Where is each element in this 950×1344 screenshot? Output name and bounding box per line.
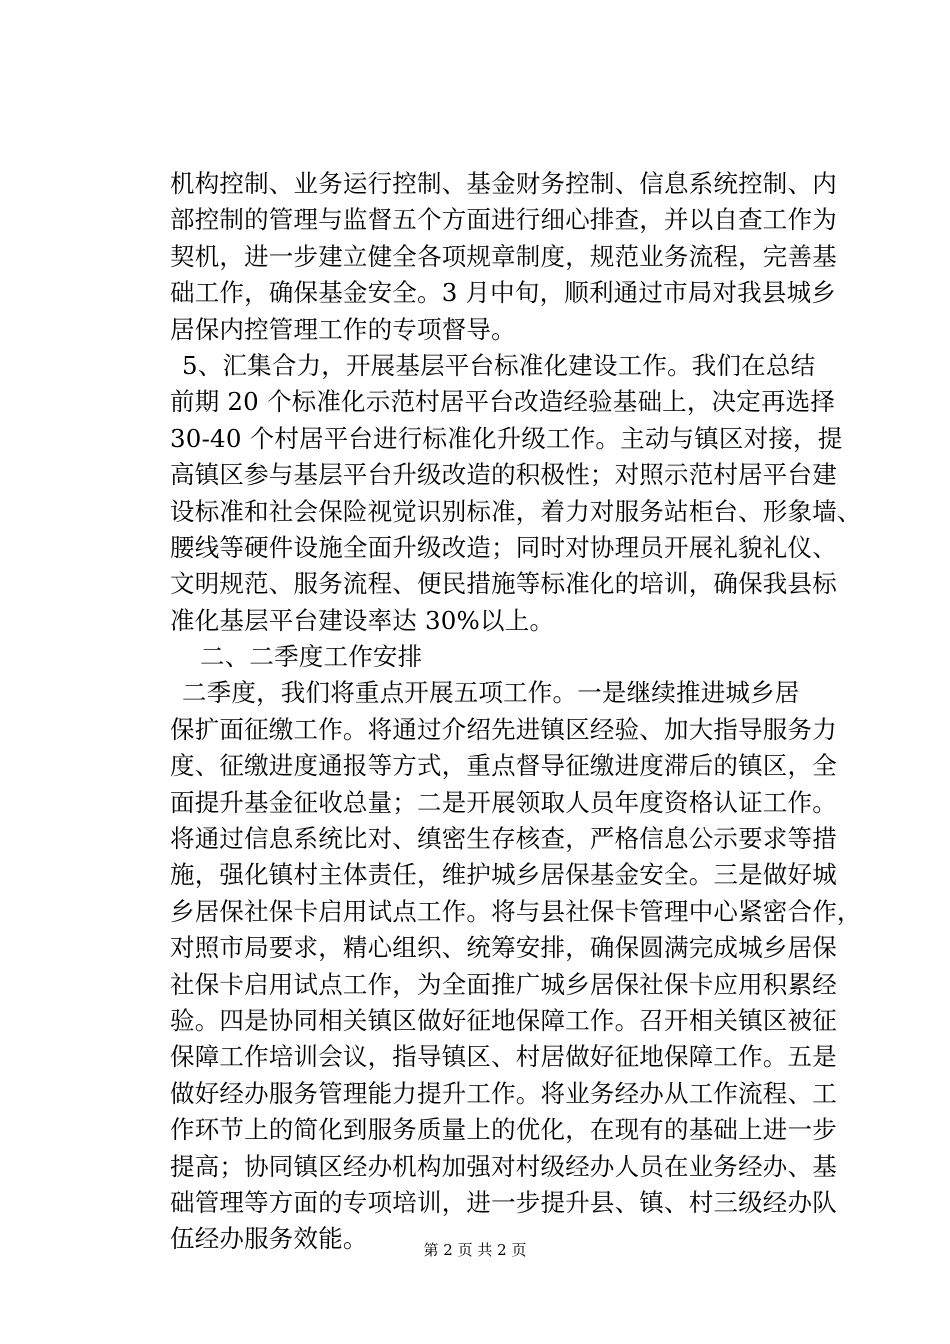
text-line: 高镇区参与基层平台升级改造的积极性；对照示范村居平台建	[170, 460, 837, 490]
text-line: 验。四是协同相关镇区做好征地保障工作。召开相关镇区被征	[170, 1005, 837, 1035]
text-line: 二季度，我们将重点开展五项工作。一是继续推进城乡居	[182, 678, 800, 708]
text-line: 做好经办服务管理能力提升工作。将业务经办从工作流程、工	[170, 1078, 837, 1108]
text-line: 础工作，确保基金安全。3 月中旬，顺利通过市局对我县城乡	[170, 278, 836, 308]
text-line: 施，强化镇村主体责任，维护城乡居保基金安全。三是做好城	[170, 860, 837, 890]
text-line: 文明规范、服务流程、便民措施等标准化的培训，确保我县标	[170, 569, 837, 599]
text-line: 作环节上的简化到服务质量上的优化，在现有的基础上进一步	[170, 1115, 837, 1145]
text-line: 腰线等硬件设施全面升级改造；同时对协理员开展礼貌礼仪、	[170, 532, 837, 562]
text-line: 提高；协同镇区经办机构加强对村级经办人员在业务经办、基	[170, 1151, 837, 1181]
text-line: 5、汇集合力，开展基层平台标准化建设工作。我们在总结	[182, 350, 816, 380]
text-line: 设标准和社会保险视觉识别标准，着力对服务站柜台、形象墙、	[170, 496, 862, 526]
section-heading: 二、二季度工作安排	[200, 642, 423, 672]
page-footer	[0, 1240, 950, 1260]
page-number-label: 第 2 页 共 2 页	[423, 1241, 527, 1259]
text-line: 居保内控管理工作的专项督导。	[170, 314, 516, 344]
text-line: 础管理等方面的专项培训，进一步提升县、镇、村三级经办队	[170, 1187, 837, 1217]
text-line: 将通过信息系统比对、缜密生存核查，严格信息公示要求等措	[170, 824, 837, 854]
document-body	[170, 166, 862, 1258]
text-line: 保障工作培训会议，指导镇区、村居做好征地保障工作。五是	[170, 1042, 837, 1072]
text-line: 乡居保社保卡启用试点工作。将与县社保卡管理中心紧密合作，	[170, 896, 862, 926]
text-line: 机构控制、业务运行控制、基金财务控制、信息系统控制、内	[170, 169, 837, 198]
text-line: 度、征缴进度通报等方式，重点督导征缴进度滞后的镇区，全	[170, 751, 837, 781]
text-line: 保扩面征缴工作。将通过介绍先进镇区经验、加大指导服务力	[170, 714, 837, 744]
text-line: 部控制的管理与监督五个方面进行细心排查，并以自查工作为	[170, 205, 837, 235]
text-line: 前期 20 个标准化示范村居平台改造经验基础上，决定再选择	[170, 387, 836, 417]
text-line: 准化基层平台建设率达 30%以上。	[170, 605, 555, 635]
text-line: 契机，进一步建立健全各项规章制度，规范业务流程，完善基	[170, 241, 837, 271]
text-line: 面提升基金征收总量；二是开展领取人员年度资格认证工作。	[170, 787, 837, 817]
text-line: 30-40 个村居平台进行标准化升级工作。主动与镇区对接，提	[170, 423, 843, 453]
text-line: 伍经办服务效能。	[170, 1224, 368, 1254]
text-line: 对照市局要求，精心组织、统筹安排，确保圆满完成城乡居保	[170, 933, 837, 963]
text-line: 社保卡启用试点工作，为全面推广城乡居保社保卡应用积累经	[170, 969, 837, 999]
